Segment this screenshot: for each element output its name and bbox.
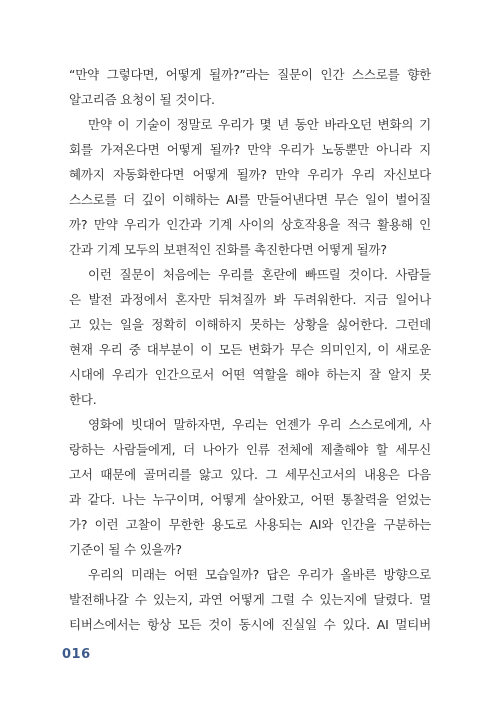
text-line: 은 발전 과정에서 혼자만 뒤쳐질까 봐 두려워한다. 지금 일어나 <box>69 292 431 307</box>
text-line: 회를 가져온다면 어떻게 될까? 만약 우리가 노동뿐만 아니라 지 <box>69 142 431 157</box>
text-line: 과 같다. 나는 누구이며, 어떻게 살아왔고, 어떤 통찰력을 얻었는 <box>69 492 431 507</box>
page-number: 016 <box>62 647 91 662</box>
text-line: 영화에 빗대어 말하자면, 우리는 언젠가 우리 스스로에게, 사 <box>88 417 431 432</box>
body-text <box>69 62 431 637</box>
text-line: 기준이 될 수 있을까? <box>69 542 182 557</box>
paragraph-4 <box>69 412 431 562</box>
text-line: 발전해나갈 수 있는지, 과연 어떻게 그럴 수 있는지에 달렸다. 멀 <box>69 592 431 607</box>
text-line: 한다. <box>69 392 97 407</box>
text-line: 가? 이런 고찰이 무한한 용도로 사용되는 AI와 인간을 구분하는 <box>69 517 431 532</box>
text-line: 고 있는 일을 정확히 이해하지 못하는 상황을 싫어한다. 그런데 <box>69 317 431 332</box>
text-line: “만약 그렇다면, 어떻게 될까?”라는 질문이 인간 스스로를 향한 <box>69 67 431 82</box>
text-line: 간과 기계 모두의 보편적인 진화를 촉진한다면 어떻게 될까? <box>69 242 387 257</box>
paragraph-1 <box>69 62 431 112</box>
text-line: 고서 때문에 골머리를 앓고 있다. 그 세무신고서의 내용은 다음 <box>69 467 431 482</box>
text-line: 까? 만약 우리가 인간과 기계 사이의 상호작용을 적극 활용해 인 <box>69 217 431 232</box>
paragraph-3 <box>69 262 431 412</box>
text-line: 혜까지 자동화한다면 어떻게 될까? 만약 우리가 우리 자신보다 <box>69 167 431 182</box>
text-line: 현재 우리 중 대부분이 이 모든 변화가 무슨 의미인지, 이 새로운 <box>69 342 431 357</box>
text-line: 만약 이 기술이 정말로 우리가 몇 년 동안 바라오던 변화의 기 <box>88 117 431 132</box>
text-line: 티버스에서는 항상 모든 것이 동시에 진실일 수 있다. AI 멀티버 <box>69 617 431 632</box>
paragraph-5 <box>69 562 431 637</box>
text-line: 스스로를 더 깊이 이해하는 AI를 만들어낸다면 무슨 일이 벌어질 <box>69 192 431 207</box>
text-line: 우리의 미래는 어떤 모습일까? 답은 우리가 올바른 방향으로 <box>88 567 431 582</box>
text-line: 시대에 우리가 인간으로서 어떤 역할을 해야 하는지 잘 알지 못 <box>69 367 431 382</box>
paragraph-2 <box>69 112 431 262</box>
text-line: 랑하는 사람들에게, 더 나아가 인류 전체에 제출해야 할 세무신 <box>69 442 431 457</box>
text-line: 알고리즘 요청이 될 것이다. <box>69 92 215 107</box>
text-line: 이런 질문이 처음에는 우리를 혼란에 빠뜨릴 것이다. 사람들 <box>88 267 431 282</box>
